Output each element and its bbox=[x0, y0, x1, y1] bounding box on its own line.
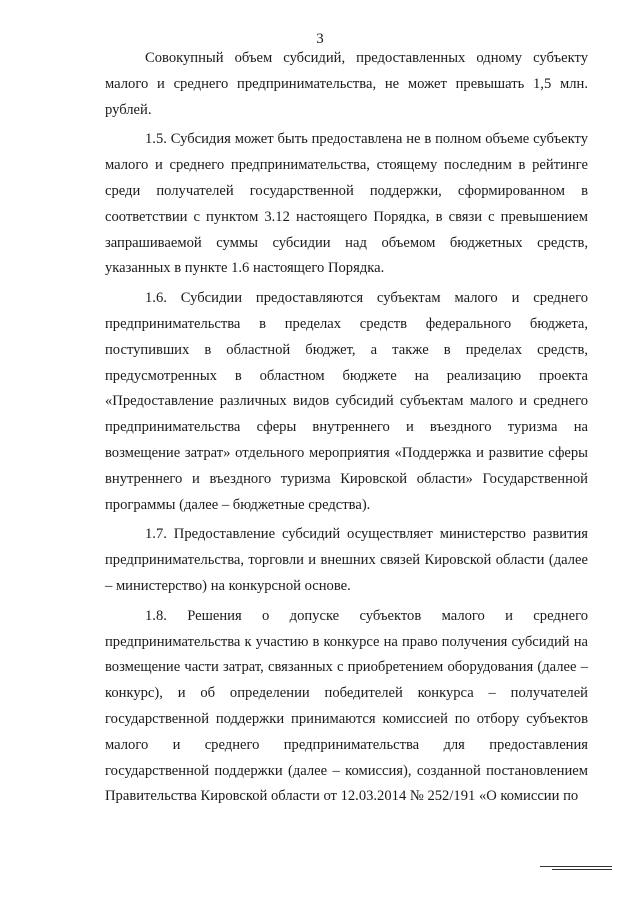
page-number: 3 bbox=[316, 31, 324, 47]
paragraph-intro: Совокупный объем субсидий, предоставленных одному субъекту малого и среднего предпринимательства, не может превышать 1,5 млн. рублей. bbox=[105, 50, 588, 118]
paragraph-1-7: 1.7. Предоставление субсидий осуществляет министерство развития предпринимательства, торговли и внешних связей Кировской области (далее – министерство) на конкурсной основе. bbox=[105, 526, 588, 594]
footer-divider-secondary bbox=[552, 869, 612, 870]
footer-divider bbox=[540, 866, 612, 867]
paragraph-1-6: 1.6. Субсидии предоставляются субъектам малого и среднего предпринимательства в пределах средств федерального бюджета, поступивших в областной бюджет, а также в пределах средств, предусмотренных в областном бюджете на реализацию проекта «Предоставление различных видов субсидий субъектам малого и среднего предпринимательства сферы внутреннего и въездного туризма на возмещение затрат» отдельного мероприятия «Поддержка и развитие сферы внутреннего и въездного туризма Кировской области» Государственной программы (далее – бюджетные средства). bbox=[105, 290, 588, 513]
paragraph-1-5: 1.5. Субсидия может быть предоставлена не в полном объеме субъекту малого и среднего предпринимательства, стоящему последним в рейтинге среди получателей государственной поддержки, сформированном в соответствии с пунктом 3.12 настоящего Порядка, в связи с превышением запрашиваемой суммы субсидии над объемом бюджетных средств, указанных в пункте 1.6 настоящего Порядка. bbox=[105, 131, 588, 277]
paragraph-1-8: 1.8. Решения о допуске субъектов малого и среднего предпринимательства к участию в конкурсе на право получения субсидий на возмещение части затрат, связанных с приобретением оборудования (далее – конкурс), и об определении победителей конкурса – получателей государственной поддержки принимаются комиссией по отбору субъектов малого и среднего предпринимательства для предоставления государственной поддержки (далее – комиссия), созданной постановлением Правительства Кировской области от 12.03.2014 № 252/191 «О комиссии по bbox=[105, 607, 588, 805]
document-body bbox=[105, 46, 588, 814]
